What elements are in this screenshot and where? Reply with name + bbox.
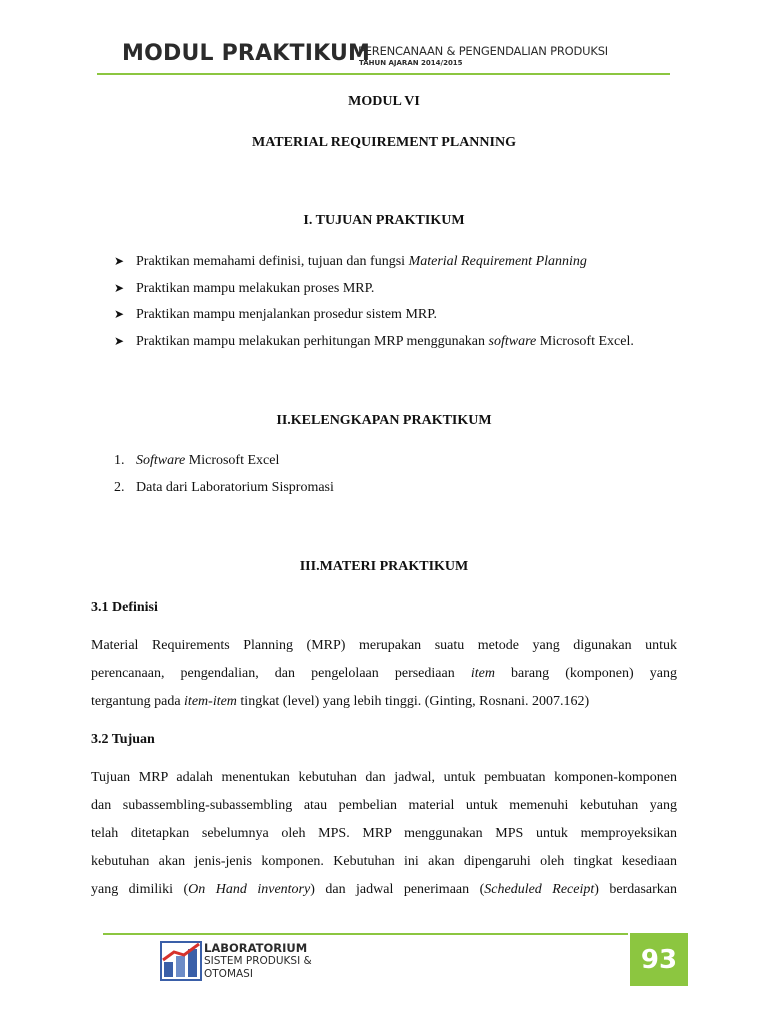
item-number: 2. <box>114 480 125 495</box>
paragraph-line: perencanaan, pengendalian, dan pengelolaan persediaan item barang (komponen) yang <box>91 666 677 681</box>
arrow-bullet-icon: ➤ <box>114 254 125 268</box>
arrow-bullet-icon: ➤ <box>114 307 125 321</box>
list-item-text: Microsoft Excel. <box>536 334 634 349</box>
header-subtitle: PERENCANAAN & PENGENDALIAN PRODUKSI <box>358 44 609 58</box>
header-title: MODUL PRAKTIKUM <box>122 41 371 66</box>
list-item-emphasis: software <box>488 334 537 349</box>
list-item-emphasis: Software <box>136 453 186 468</box>
paragraph-line: dan subassembling-subassembling atau pembelian material untuk memenuhi kebutuhan yang <box>91 798 677 813</box>
page-number: 93 <box>630 933 688 986</box>
header-year: TAHUN AJARAN 2014/2015 <box>359 59 463 67</box>
section-heading-materi: III.MATERI PRAKTIKUM <box>299 559 469 574</box>
paragraph-definisi <box>91 632 677 716</box>
lab-name-line1: LABORATORIUM <box>204 941 308 955</box>
list-item-text: Data dari Laboratorium Sispromasi <box>136 480 334 495</box>
section-heading-kelengkapan: II.KELENGKAPAN PRAKTIKUM <box>276 413 492 428</box>
paragraph-line: kebutuhan akan jenis-jenis komponen. Kebutuhan ini akan dipengaruhi oleh tingkat kesediaan <box>91 854 677 869</box>
paragraph-line: tergantung pada item-item tingkat (level) yang lebih tinggi. (Ginting, Rosnani. 2007.162) <box>91 694 590 709</box>
footer-divider <box>103 933 628 935</box>
lab-name-line3: OTOMASI <box>204 968 253 980</box>
list-item-text: Praktikan mampu melakukan proses MRP. <box>136 281 375 296</box>
lab-name-line2: SISTEM PRODUKSI & <box>204 955 312 967</box>
list-item-text: Praktikan memahami definisi, tujuan dan fungsi <box>136 254 409 269</box>
module-title: MATERIAL REQUIREMENT PLANNING <box>252 135 516 150</box>
lab-logo-icon <box>160 940 202 982</box>
paragraph-line: yang dimiliki (On Hand inventory) dan jadwal penerimaan (Scheduled Receipt) berdasarkan <box>91 882 677 897</box>
paragraph-line: telah ditetapkan sebelumnya oleh MPS. MRP menggunakan MPS untuk memproyeksikan <box>91 826 677 841</box>
item-number: 1. <box>114 453 125 468</box>
list-item-emphasis: Material Requirement Planning <box>408 254 587 269</box>
list-item-text: Praktikan mampu melakukan perhitungan MRP menggunakan <box>136 334 489 349</box>
paragraph-line: Material Requirements Planning (MRP) merupakan suatu metode yang digunakan untuk <box>91 638 677 653</box>
paragraph-line: Tujuan MRP adalah menentukan kebutuhan dan jadwal, untuk pembuatan komponen-komponen <box>91 770 677 785</box>
subsection-heading-tujuan: 3.2 Tujuan <box>91 732 155 747</box>
list-item-text: Praktikan mampu menjalankan prosedur sistem MRP. <box>136 307 437 322</box>
module-number: MODUL VI <box>348 94 420 109</box>
arrow-bullet-icon: ➤ <box>114 281 125 295</box>
header-divider <box>97 73 670 75</box>
section-heading-tujuan: I. TUJUAN PRAKTIKUM <box>303 213 465 228</box>
list-item-text: Microsoft Excel <box>185 453 280 468</box>
subsection-heading-definisi: 3.1 Definisi <box>91 600 158 615</box>
arrow-bullet-icon: ➤ <box>114 334 125 348</box>
paragraph-tujuan <box>91 764 677 904</box>
